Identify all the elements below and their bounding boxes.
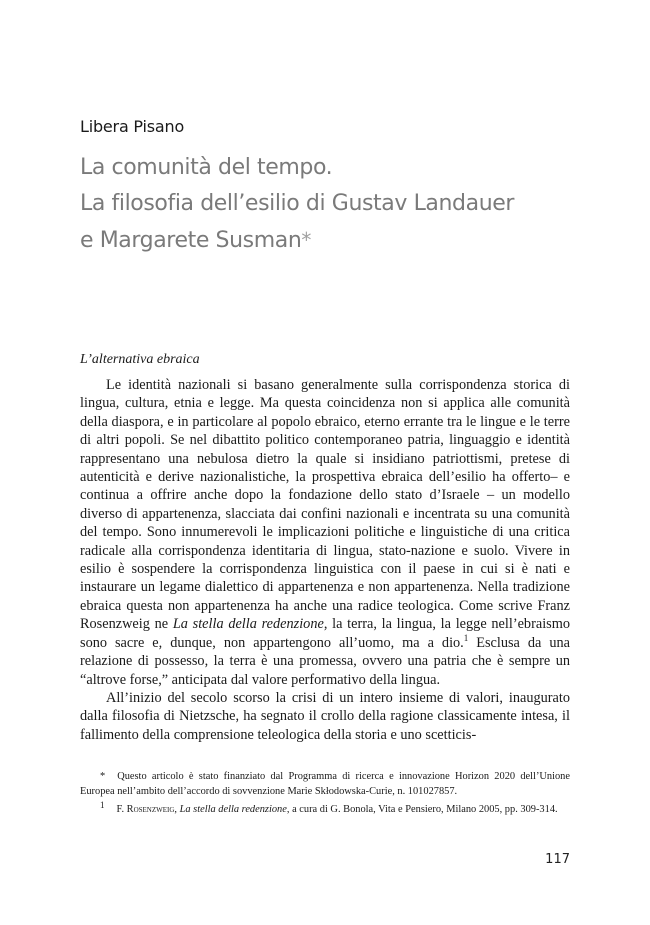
title-footnote-marker: * (301, 228, 311, 252)
title-line-2: La filosofia dell’esilio di Gustav Landauer (80, 191, 515, 216)
footnote-reference[interactable]: 1 (463, 632, 469, 643)
footnote-1 (80, 799, 570, 818)
article-title (80, 150, 580, 259)
paragraph-1 (80, 376, 570, 689)
footnote-book-title: La stella della redenzione (179, 804, 287, 815)
book-title-italic: La stella della redenzione (172, 616, 324, 633)
paragraph-1-part-1: Le identità nazionali si basano generalmente sulla corrispondenza storica di lingua, cultura, etnia e legge. Ma questa coincidenza non si applica alle comunità della diaspora, e in particolare al popolo ebraico, eterno errante tra le lingue e le terre di altri popoli. Se nel dibattito politico contemporaneo patria, linguaggio e identità rappresentano una nebulosa dietro la quale si insidiano patriottismi, pretese di autenticità e derive nazionalistiche, la prospettiva ebraica dell’esilio ha offerto– e continua a offrire anche dopo la fondazione dello stato d’Israele – un modello diverso di appartenenza, slacciata dai confini nazionali e incentrata su una comunità del tempo. Sono innumerevoli le implicazioni politiche e linguistiche di una critica radicale alla corrispondenza identitaria di lingua, stato-nazione e suolo. Vivere in esilio è sospendere la corrispondenza linguistica con il paese in cui si è nati e instaurare un legame dialettico di appartenenza e non appartenenza. Nella tradizione ebraica questa non appartenenza ha anche una radice teologica. Come scrive Franz Rosenzweig ne (80, 377, 570, 633)
section-heading: L’alternativa ebraica (80, 352, 200, 367)
footnote-text: Questo articolo è stato finanziato dal Programma di ricerca e innovazione Horizon 2020 dell’Unione Europea nell’ambito dell’accordo di sovvenzione Marie Skłodowska-Curie, n. 101027857. (80, 771, 570, 797)
paragraph-2: All’inizio del secolo scorso la crisi di un intero insieme di valori, inaugurato dalla filosofia di Nietzsche, ha segnato il crollo della ragione classicamente intesa, il fallimento della comprensione teleologica della storia e uno scetticis- (80, 689, 570, 743)
paragraph-1-part-2: , la terra, la lingua, la legge nell’ebraismo sono sacre e, dunque, non appartengono all’uomo, ma a dio. (80, 616, 570, 651)
title-line-3 (80, 222, 580, 259)
footnote-author: F. Rosenzweig, (116, 804, 177, 815)
title-line-3-text: e Margarete Susman (80, 228, 302, 253)
footnote-mark: * (100, 771, 106, 782)
footnote-star (80, 770, 570, 799)
footnote-text: , a cura di G. Bonola, Vita e Pensiero, Milano 2005, pp. 309-314. (286, 804, 558, 815)
footnotes (80, 770, 570, 822)
footnote-mark: 1 (100, 799, 105, 810)
page-number: 117 (545, 852, 570, 867)
title-line-1: La comunità del tempo. (80, 155, 333, 180)
paragraph-1-part-3: Esclusa da una relazione di possesso, la terra è una promessa, ovvero una patria che è sempre un “altrove forse,” anticipata dal valore performativo della lingua. (80, 634, 570, 688)
author-name: Libera Pisano (80, 117, 185, 136)
body-text (80, 376, 570, 744)
